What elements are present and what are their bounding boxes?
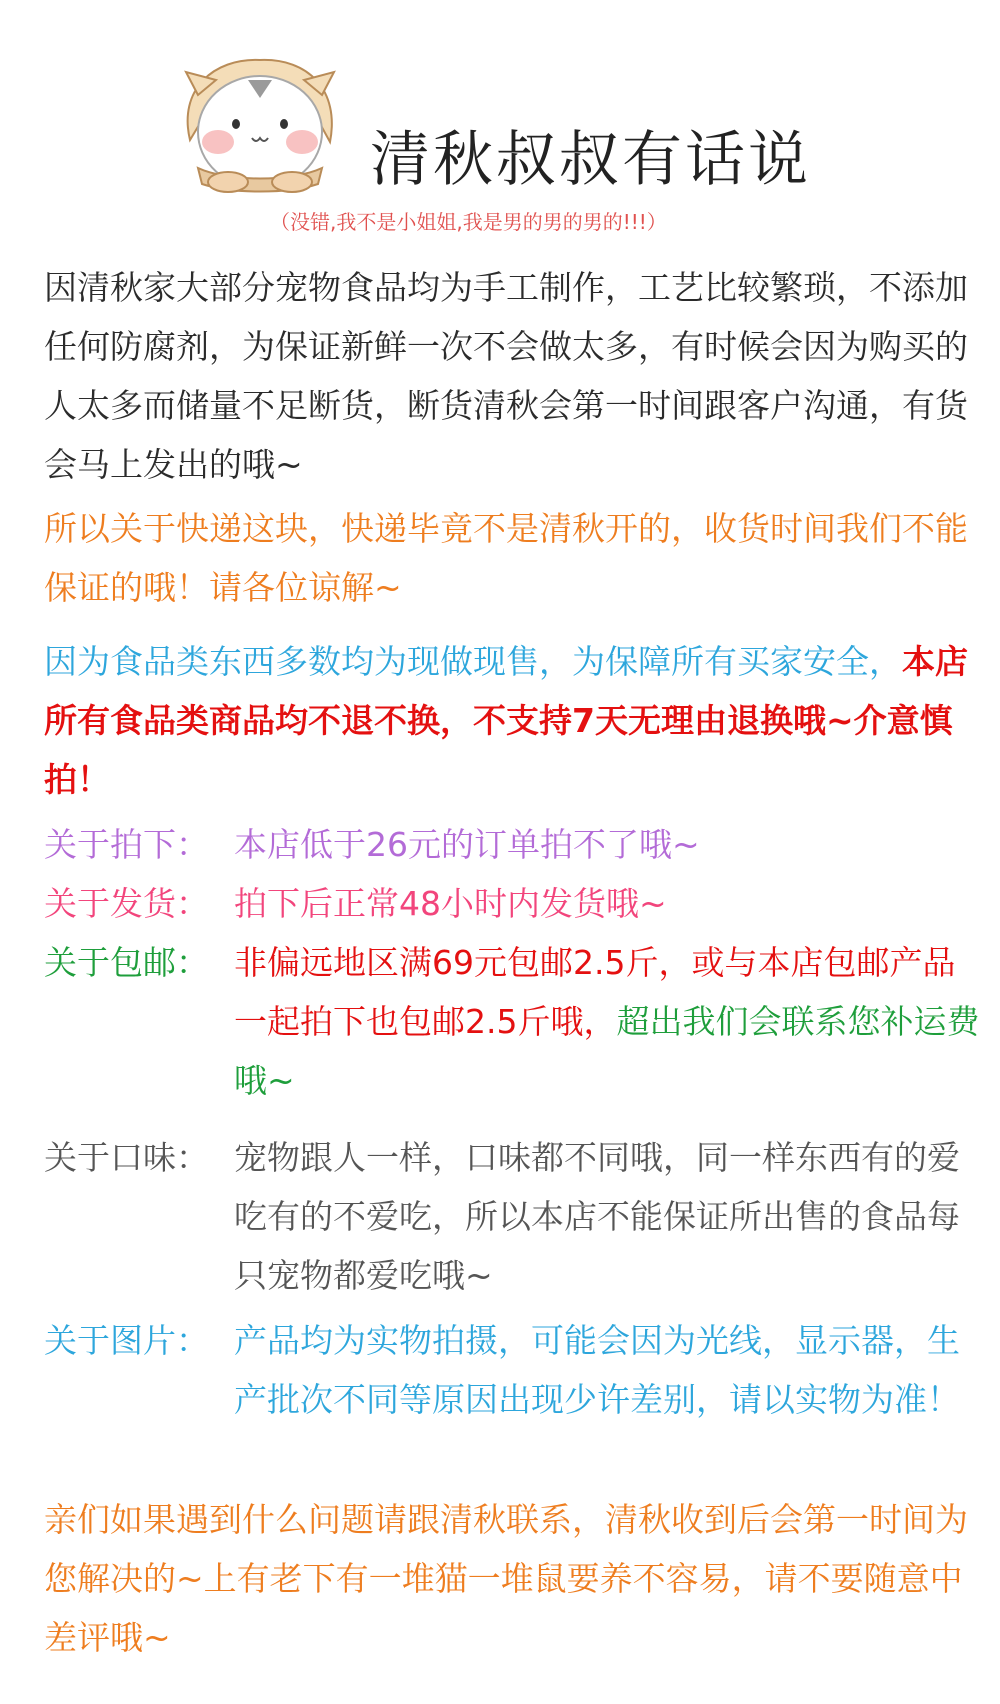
food-policy-paragraph xyxy=(44,632,979,809)
note-images xyxy=(44,1311,984,1429)
closing-paragraph: 亲们如果遇到什么问题请跟清秋联系，清秋收到后会第一时间为您解决的~上有老下有一堆猫一堆鼠要养不容易，请不要随意中差评哦~ xyxy=(44,1500,968,1657)
note-images-label: 关于图片： xyxy=(44,1321,209,1360)
note-free-shipping-label: 关于包邮： xyxy=(44,943,209,982)
note-order-text: 本店低于26元的订单拍不了哦~ xyxy=(234,825,700,864)
note-free-shipping xyxy=(44,933,984,1110)
note-taste-label: 关于口味： xyxy=(44,1138,209,1177)
note-taste-text: 宠物跟人一样，口味都不同哦，同一样东西有的爱吃有的不爱吃，所以本店不能保证所出售的食品每只宠物都爱吃哦~ xyxy=(234,1138,960,1295)
page-subtitle: （没错,我不是小姐姐,我是男的男的男的!!!） xyxy=(270,210,667,234)
note-shipping-text: 拍下后正常48小时内发货哦~ xyxy=(234,884,667,923)
page-title: 清秋叔叔有话说 xyxy=(370,125,811,195)
food-policy-normal: 因为食品类东西多数均为现做现售，为保障所有买家安全， xyxy=(44,642,902,681)
note-order-label: 关于拍下： xyxy=(44,825,209,864)
note-taste xyxy=(44,1128,984,1305)
note-free-shipping-extra: 超出我们会联系您补运费哦~ xyxy=(234,1002,980,1100)
note-free-shipping-text xyxy=(234,933,984,1110)
hamster-mascot-icon xyxy=(168,50,353,195)
note-order xyxy=(44,815,984,874)
note-shipping xyxy=(44,874,984,933)
header xyxy=(0,0,1000,250)
note-free-shipping-main: 非偏远地区满69元包邮2.5斤，或与本店包邮产品一起拍下也包邮2.5斤哦， xyxy=(234,943,956,1041)
note-shipping-label: 关于发货： xyxy=(44,884,209,923)
intro-paragraph: 因清秋家大部分宠物食品均为手工制作，工艺比较繁琐，不添加任何防腐剂，为保证新鲜一次不会做太多，有时候会因为购买的人太多而储量不足断货，断货清秋会第一时间跟客户沟通，有货会马上发出的哦~ xyxy=(44,268,968,484)
note-images-text: 产品均为实物拍摄，可能会因为光线，显示器，生产批次不同等原因出现少许差别，请以实物为准！ xyxy=(234,1321,960,1419)
food-policy-bold: 本店所有食品类商品均不退不换，不支持7天无理由退换哦~介意慎拍！ xyxy=(44,642,968,799)
express-paragraph: 所以关于快递这块，快递毕竟不是清秋开的，收货时间我们不能保证的哦！请各位谅解~ xyxy=(44,509,968,607)
